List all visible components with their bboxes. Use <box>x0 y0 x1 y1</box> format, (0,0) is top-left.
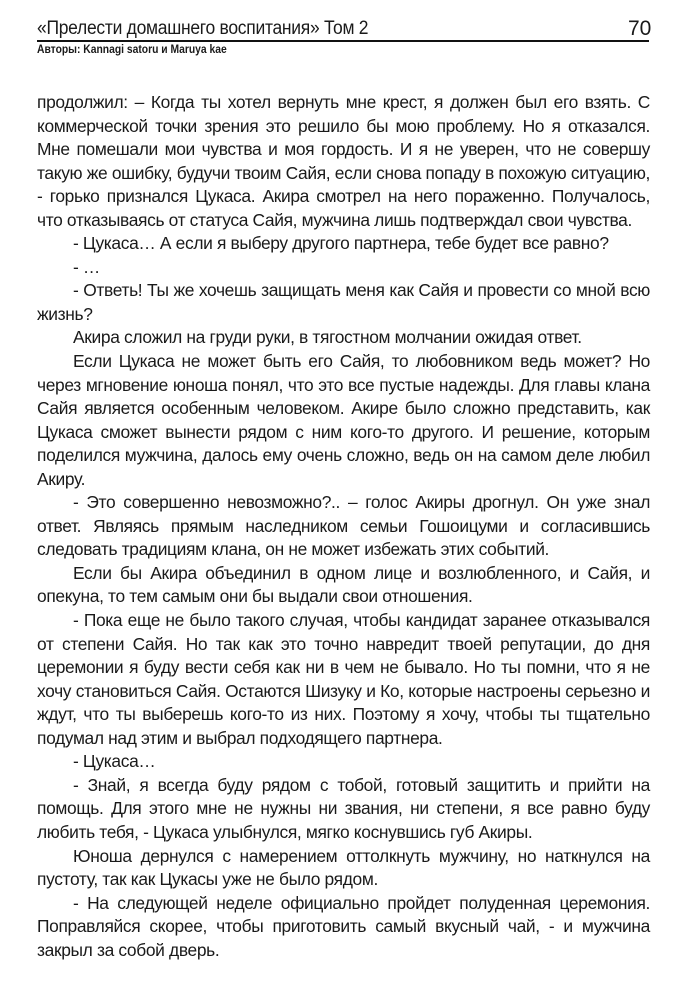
paragraph: продолжил: – Когда ты хотел вернуть мне крест, я должен был его взять. С коммерческой точки зрения это решило бы мою проблему. Но я отказался. Мне помешали мои чувства и моя гордость. И я не уверен, что не совершу такую же ошибку, будучи твоим Сайя, если снова попаду в похожую ситуацию, - горько признался Цукаса. Акира смотрел на него пораженно. Получалось, что отказываясь от статуса Сайя, мужчина лишь подтверждал свои чувства. <box>37 92 650 230</box>
book-title: «Прелести домашнего воспитания» Том 2 <box>37 18 369 39</box>
paragraph: - Знай, я всегда буду рядом с тобой, готовый защитить и прийти на помощь. Для этого мне не нужны ни звания, ни степени, я все равно буду любить тебя, - Цукаса улыбнулся, мягко коснувшись губ Акиры. <box>37 774 650 842</box>
paragraph: - На следующей неделе официально пройдет полуденная церемония. Поправляйся скорее, чтобы приготовить самый вкусный чай, - и мужчина закрыл за собой дверь. <box>37 892 650 960</box>
paragraph: - Это совершенно невозможно?.. – голос Акиры дрогнул. Он уже знал ответ. Являясь прямым наследником семьи Гошоицуми и согласившись следовать традициям клана, он не может избежать этих событий. <box>37 492 650 560</box>
paragraph: - Цукаса… <box>73 751 156 772</box>
paragraph: - … <box>73 256 100 277</box>
paragraph: Если бы Акира объединил в одном лице и возлюбленного, и Сайя, и опекуна, то тем самым они бы выдали свои отношения. <box>37 562 650 607</box>
page-header <box>37 18 652 40</box>
paragraph: - Ответь! Ты же хочешь защищать меня как Сайя и провести со мной всю жизнь? <box>37 280 650 324</box>
page-number: 70 <box>628 17 652 40</box>
title-row <box>37 18 652 40</box>
authors-line: Авторы: Kannagi satoru и Maruya kae <box>37 42 227 56</box>
paragraph: Юноша дернулся с намерением оттолкнуть мужчину, но наткнулся на пустоту, так как Цукасы уже не было рядом. <box>37 845 650 890</box>
paragraph: - Пока еще не было такого случая, чтобы кандидат заранее отказывался от степени Сайя. Но так как это точно навредит твоей репутации, до дня церемонии я буду вести себя как ни в чем не бывало. Но ты помни, что я не хочу становиться Сайя. Остаются Шизуку и Ко, которые настроены серьезно и ждут, что ты выберешь кого-то из них. Поэтому я хочу, чтобы ты тщательно подумал над этим и выбрал подходящего партнера. <box>37 610 650 748</box>
paragraph: Акира сложил на груди руки, в тягостном молчании ожидая ответ. <box>73 327 582 348</box>
page-body <box>37 91 650 962</box>
paragraph: - Цукаса… А если я выберу другого партнера, тебе будет все равно? <box>73 233 609 254</box>
paragraph: Если Цукаса не может быть его Сайя, то любовником ведь может? Но через мгновение юноша понял, что это все пустые надежды. Для главы клана Сайя является особенным человеком. Акире было сложно представить, как Цукаса сможет вынести рядом с ним кого-то другого. И решение, которым поделился мужчина, далось ему очень сложно, ведь он на самом деле любил Акиру. <box>37 351 650 489</box>
